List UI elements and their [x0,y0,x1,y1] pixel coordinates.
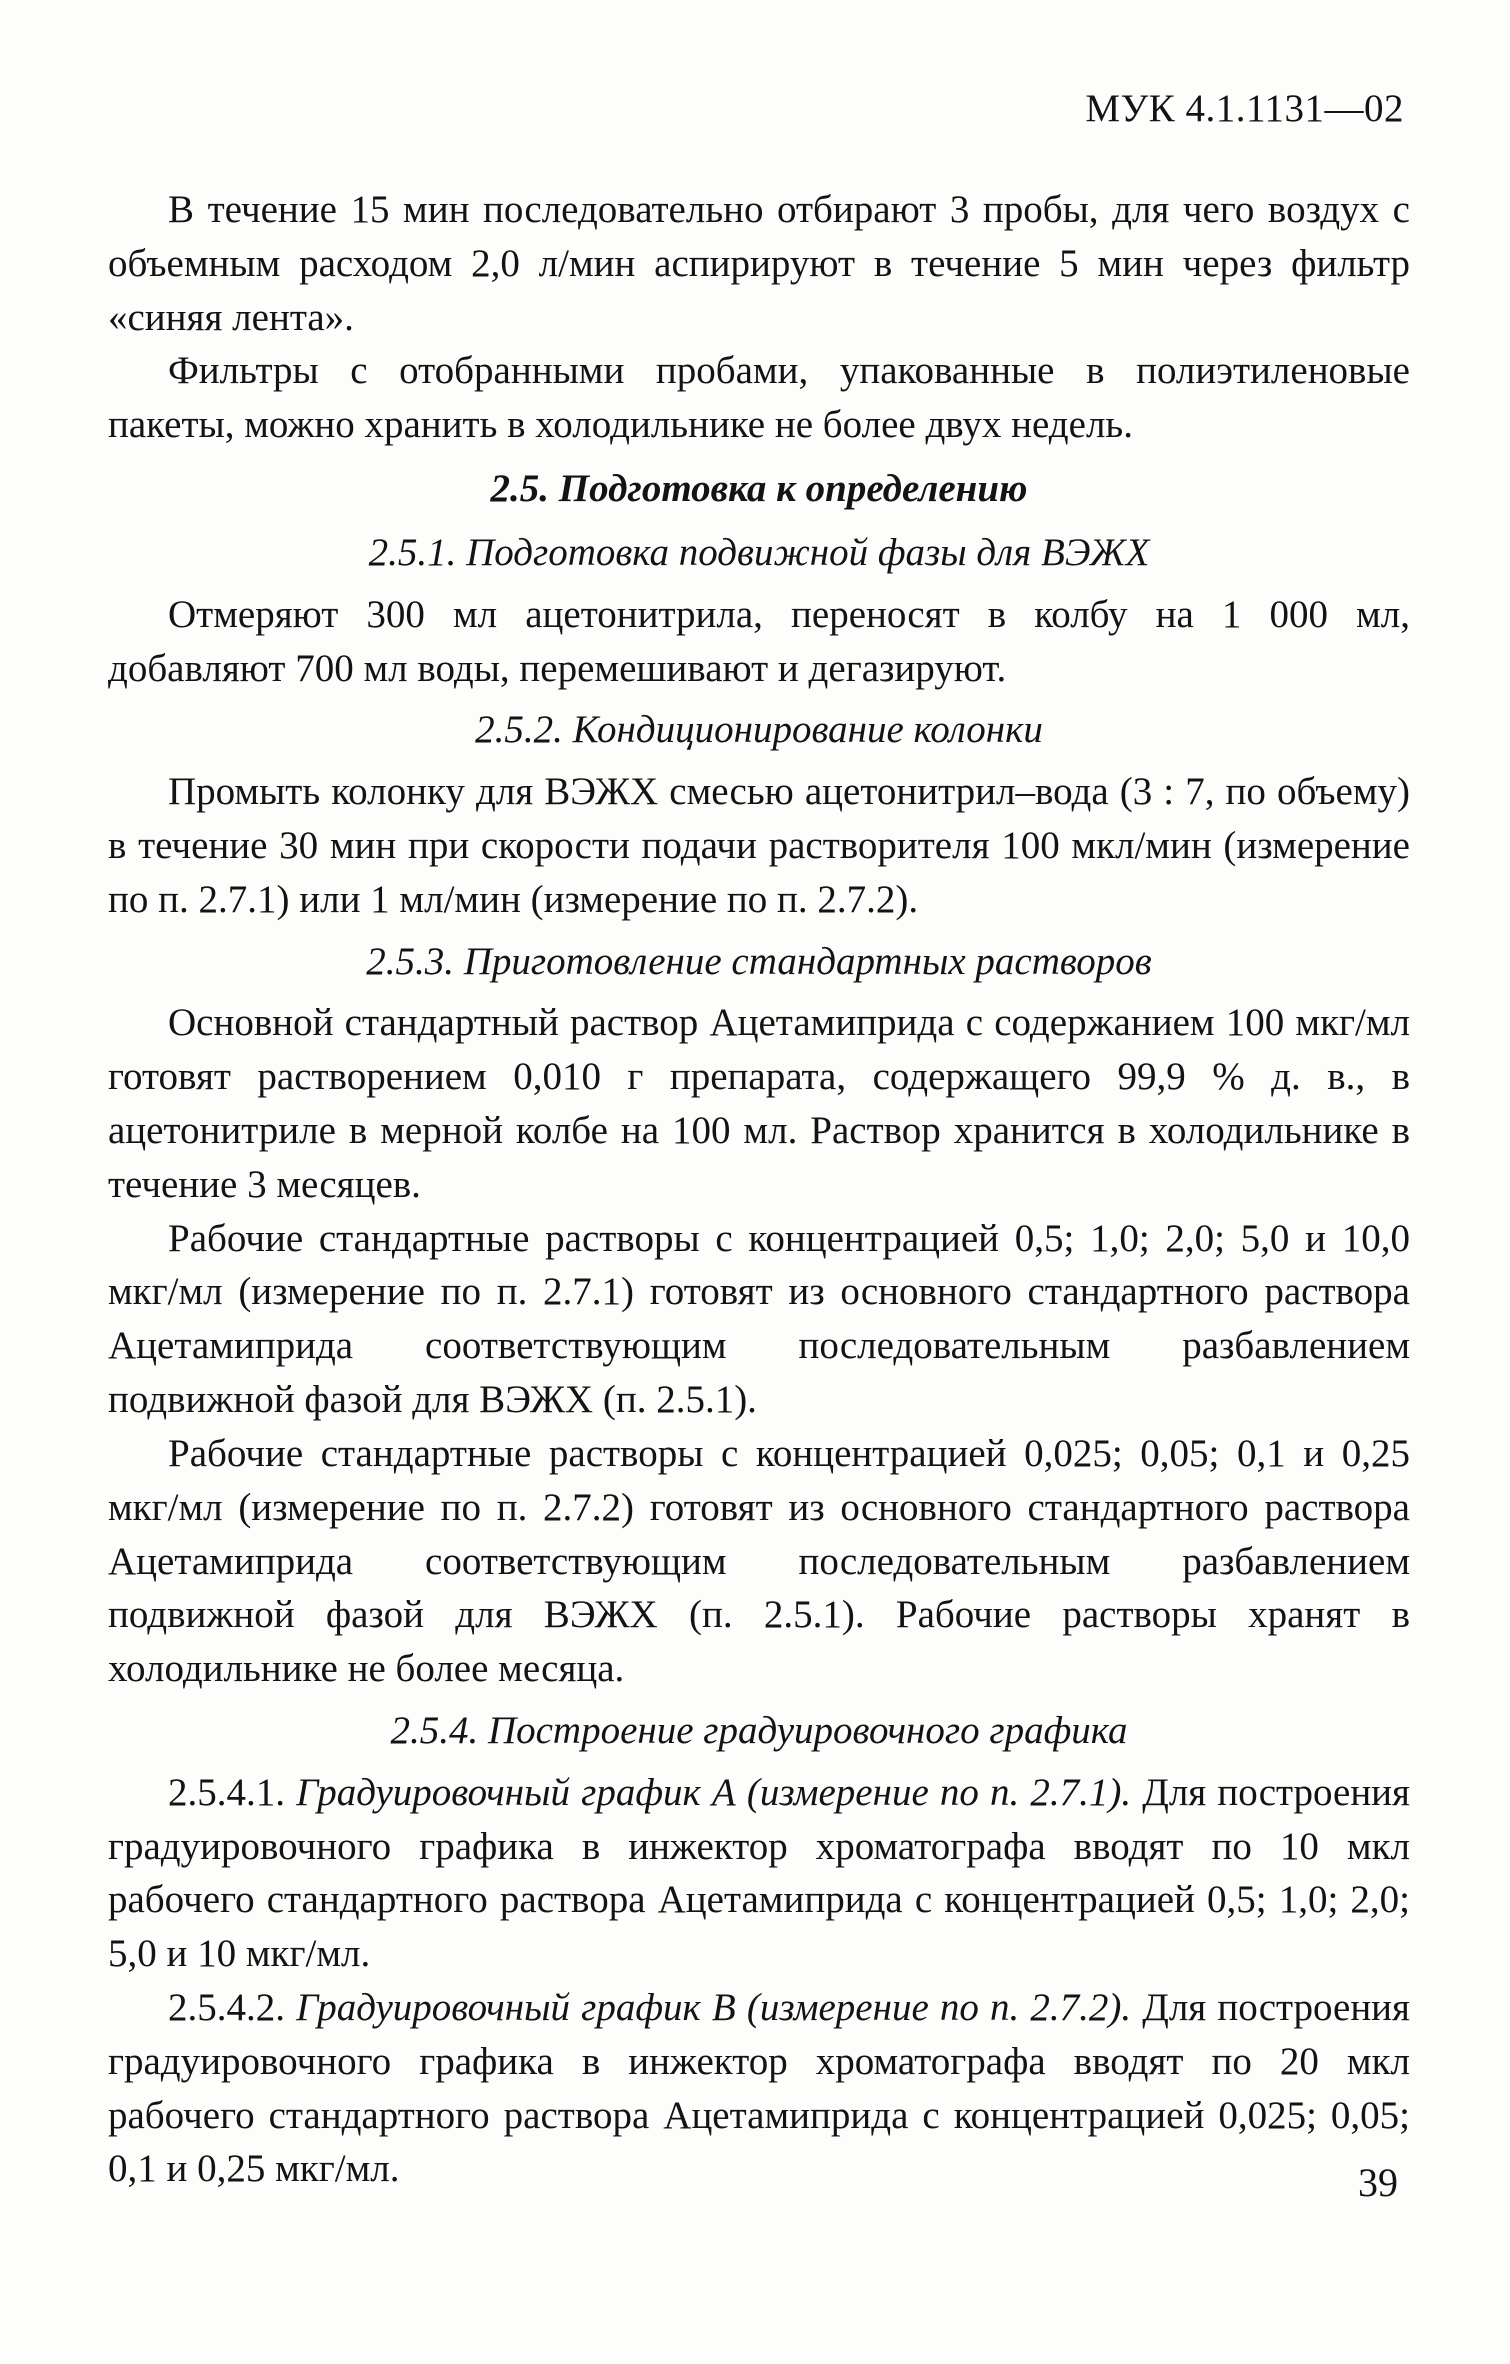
page-number: 39 [1358,2160,1398,2205]
clause-body-graph-a: Для построения градуировочного графика в инжектор хроматографа вводят по 10 мкл рабочего стандартного раствора Ацетамиприда с концентрацией 0,5; 1,0; 2,0; 5,0 и 10 мкг/мл. [108,1770,1410,1976]
clause-title-graph-b: Градуировочный график В (измерение по п. 2.7.2). [296,1986,1132,2029]
paragraph-storage: Фильтры с отобранными пробами, упакованные в полиэтиленовые пакеты, можно хранить в холодильнике не более двух недель. [108,349,1410,447]
paragraph-mobile-phase: Отмеряют 300 мл ацетонитрила, переносят в колбу на 1 000 мл, добавляют 700 мл воды, перемешивают и дегазируют. [108,592,1410,690]
subsection-heading-2-5-3: 2.5.3. Приготовление стандартных растворов [366,939,1152,983]
clause-body-graph-b: Для построения градуировочного графика в инжектор хроматографа вводят по 20 мкл рабочего стандартного раствора Ацетамиприда с концентрацией 0,025; 0,05; 0,1 и 0,25 мкг/мл. [108,1986,1410,2191]
subsection-heading-2-5-4: 2.5.4. Построение градуировочного графика [390,1708,1128,1752]
paragraph-sampling: В течение 15 мин последовательно отбирают 3 пробы, для чего воздух с объемным расходом 2,0 л/мин аспирируют в течение 5 мин через фильтр «синяя лента». [108,188,1410,339]
clause-title-graph-a: Градуировочный график А (измерение по п. 2.7.1). [296,1770,1132,1814]
document-code-header: МУК 4.1.1131—02 [1085,87,1404,130]
section-heading-2-5: 2.5. Подготовка к определению [490,467,1028,511]
paragraph-stock-solution: Основной стандартный раствор Ацетамиприда с содержанием 100 мкг/мл готовят растворением 0,010 г препарата, содержащего 99,9 % д. в., в ацетонитриле в мерной колбе на 100 мл. Раствор хранится в холодильнике в течение 3 месяцев. [108,1001,1410,1206]
paragraph-column-conditioning: Промыть колонку для ВЭЖХ смесью ацетонитрил–вода (3 : 7, по объему) в течение 30 мин при скорости подачи растворителя 100 мкл/мин (измерение по п. 2.7.1) или 1 мл/мин (измерение по п. 2.7.2). [108,770,1410,921]
document-body [108,183,1410,2196]
clause-number-2-5-4-2: 2.5.4.2. [168,1986,285,2029]
paragraph-working-solutions-a: Рабочие стандартные растворы с концентрацией 0,5; 1,0; 2,0; 5,0 и 10,0 мкг/мл (измерение по п. 2.7.1) готовят из основного стандартного раствора Ацетамиприда соответствующим последовательным разбавлением подвижной фазой для ВЭЖХ (п. 2.5.1). [108,1216,1410,1422]
clause-number-2-5-4-1: 2.5.4.1. [168,1770,285,1814]
subsection-heading-2-5-2: 2.5.2. Кондиционирование колонки [475,708,1043,752]
paragraph-calibration-graph-b [108,1981,1410,2196]
subsection-heading-2-5-1: 2.5.1. Подготовка подвижной фазы для ВЭЖХ [368,530,1150,574]
paragraph-calibration-graph-a [108,1766,1410,1981]
paragraph-working-solutions-b: Рабочие стандартные растворы с концентрацией 0,025; 0,05; 0,1 и 0,25 мкг/мл (измерение по п. 2.7.2) готовят из основного стандартного раствора Ацетамиприда соответствующим последовательным разбавлением подвижной фазой для ВЭЖХ (п. 2.5.1). Рабочие растворы хранят в холодильнике не более месяца. [108,1431,1410,1691]
